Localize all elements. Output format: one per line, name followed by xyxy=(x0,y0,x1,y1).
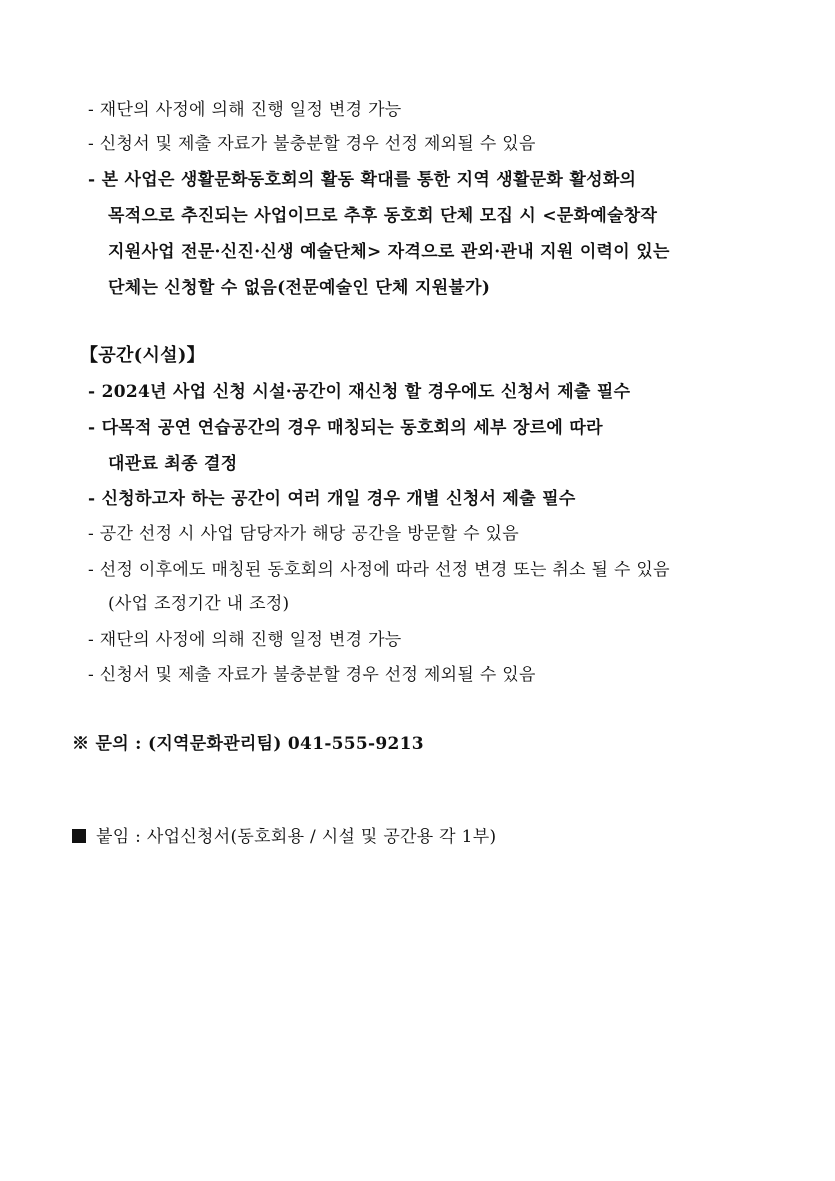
space-item-multipurpose-line-2: 대관료 최종 결정 xyxy=(108,454,238,474)
space-item-schedule-change: - 재단의 사정에 의해 진행 일정 변경 가능 xyxy=(88,630,402,650)
section-heading-space: 【공간(시설)】 xyxy=(80,345,205,366)
space-item-selection-change-line-1: - 선정 이후에도 매칭된 동호회의 사정에 따라 선정 변경 또는 취소 될 수 있음 xyxy=(88,560,670,580)
space-item-site-visit: - 공간 선정 시 사업 담당자가 해당 공간을 방문할 수 있음 xyxy=(88,524,519,544)
contact-info: ※ 문의 : (지역문화관리팀) 041-555-9213 xyxy=(72,734,424,754)
space-item-insufficient-docs: - 신청서 및 제출 자료가 불충분할 경우 선정 제외될 수 있음 xyxy=(88,665,536,685)
notice-eligibility-line-4: 단체는 신청할 수 없음(전문예술인 단체 지원불가) xyxy=(108,278,491,298)
notice-eligibility-line-3: 지원사업 전문·신진·신생 예술단체> 자격으로 관외·관내 지원 이력이 있는 xyxy=(108,242,670,262)
notice-eligibility-line-1: - 본 사업은 생활문화동호회의 활동 확대를 통한 지역 생활문화 활성화의 xyxy=(88,170,637,190)
space-item-reapply: - 2024년 사업 신청 시설·공간이 재신청 할 경우에도 신청서 제출 필수 xyxy=(88,382,631,402)
space-item-multipurpose-line-1: - 다목적 공연 연습공간의 경우 매칭되는 동호회의 세부 장르에 따라 xyxy=(88,418,603,438)
attachment-text: 붙임 : 사업신청서(동호회용 / 시설 및 공간용 각 1부) xyxy=(96,827,497,847)
space-item-selection-change-line-2: (사업 조정기간 내 조정) xyxy=(108,594,290,614)
notice-insufficient-docs: - 신청서 및 제출 자료가 불충분할 경우 선정 제외될 수 있음 xyxy=(88,134,536,154)
black-square-icon xyxy=(72,829,86,843)
notice-schedule-change: - 재단의 사정에 의해 진행 일정 변경 가능 xyxy=(88,100,402,120)
attachment-line xyxy=(72,825,496,849)
notice-eligibility-line-2: 목적으로 추진되는 사업이므로 추후 동호회 단체 모집 시 <문화예술창작 xyxy=(108,206,658,226)
space-item-multiple-spaces: - 신청하고자 하는 공간이 여러 개일 경우 개별 신청서 제출 필수 xyxy=(88,489,576,509)
